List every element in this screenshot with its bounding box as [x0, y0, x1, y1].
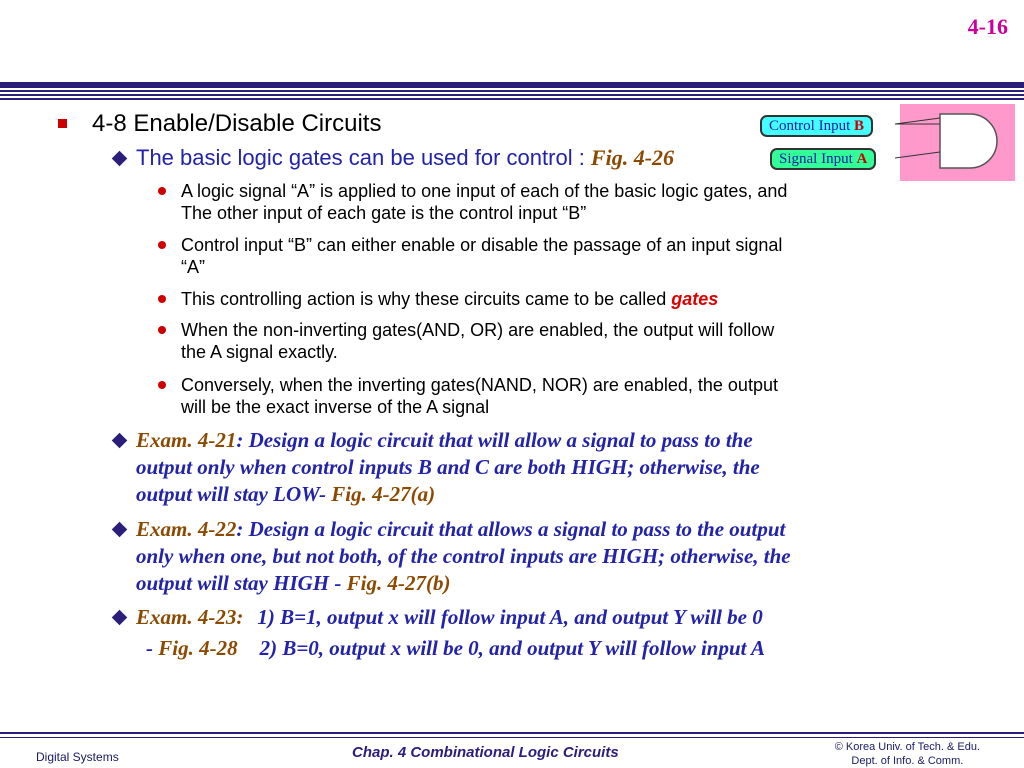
figure-reference: Fig. 4-28 — [158, 636, 238, 660]
bottom-divider — [0, 732, 1024, 734]
list-item: Conversely, when the inverting gates(NAND, NOR) are enabled, the output will be the exact inverse of the A signal — [158, 374, 958, 418]
control-input-label: Control Input B — [760, 115, 873, 137]
list-item: A logic signal “A” is applied to one input of each of the basic logic gates, and The other input of each gate is the control input “B” — [158, 180, 958, 224]
footer-copyright: © Korea Univ. of Tech. & Edu. Dept. of Info. & Comm. — [834, 741, 980, 767]
footer-chapter: Chap. 4 Combinational Logic Circuits — [352, 744, 619, 761]
exam-4-22: Exam. 4-22: Design a logic circuit that allows a signal to pass to the output only when one, but not both, of the control inputs are HIGH; otherwise, the output will stay HIGH - Fig. 4-27(b) — [136, 517, 791, 595]
dot-bullet-icon — [158, 326, 166, 334]
list-item: This controlling action is why these circuits came to be called gates — [158, 288, 958, 310]
dot-bullet-icon — [158, 295, 166, 303]
figure-reference: Fig. 4-27(b) — [346, 571, 451, 595]
dot-bullet-icon — [158, 381, 166, 389]
page-number: 4-16 — [967, 14, 1008, 39]
list-item: When the non-inverting gates(AND, OR) are enabled, the output will follow the A signal exactly. — [158, 319, 958, 363]
dot-bullet-icon — [158, 241, 166, 249]
footer-course: Digital Systems — [36, 750, 119, 764]
exam-4-23: Exam. 4-23: 1) B=1, output x will follow input A, and output Y will be 0 - Fig. 4-28 2) B=0, output x will be 0, and output Y will follow input A — [136, 605, 765, 660]
figure-reference: Fig. 4-26 — [590, 145, 675, 170]
square-bullet-icon — [58, 119, 67, 128]
emphasis-gates: gates — [671, 289, 719, 309]
subpoint-basic-gates: The basic logic gates can be used for control : Fig. 4-26 — [136, 145, 675, 170]
figure-reference: Fig. 4-27(a) — [331, 482, 436, 506]
exam-4-21: Exam. 4-21: Design a logic circuit that will allow a signal to pass to the output only when control inputs B and C are both HIGH; otherwise, the output will stay LOW- Fig. 4-27(a) — [136, 428, 760, 506]
signal-input-label: Signal Input A — [770, 148, 876, 170]
list-item: Control input “B” can either enable or disable the passage of an input signal “A” — [158, 234, 958, 278]
dot-bullet-icon — [158, 187, 166, 195]
